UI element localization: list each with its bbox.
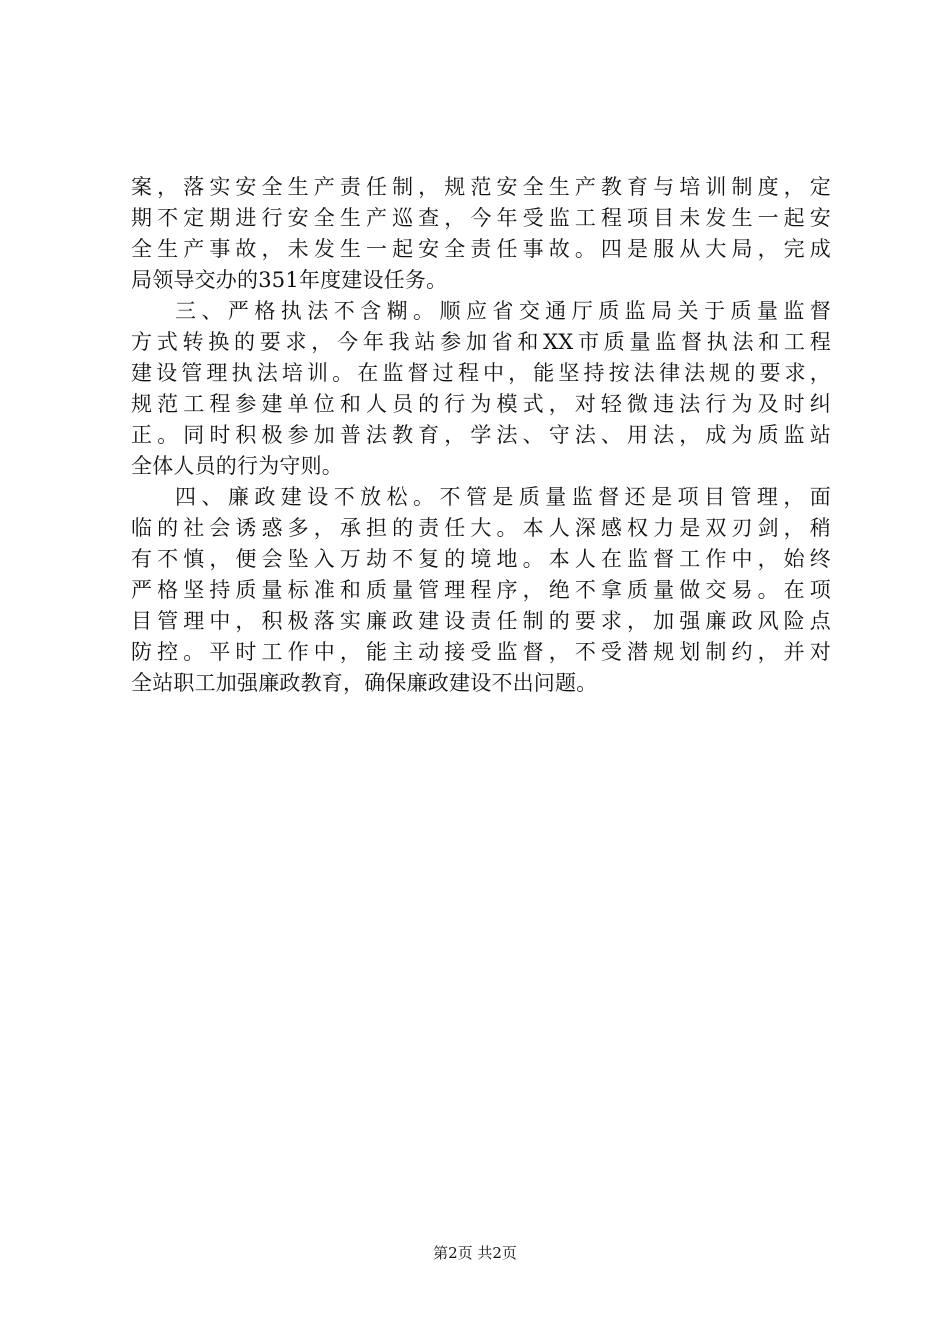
text-line: 目管理中，积极落实廉政建设责任制的要求，加强廉政风险点 [131, 609, 831, 633]
page-footer [0, 1243, 950, 1263]
text-line: 规范工程参建单位和人员的行为模式，对轻微违法行为及时纠 [131, 392, 831, 416]
document-body [131, 172, 831, 699]
text-line: 全站职工加强廉政教育，确保廉政建设不出问题。 [131, 671, 598, 695]
text-line: 建设管理执法培训。在监督过程中，能坚持按法律法规的要求， [131, 361, 831, 385]
text-line: 全生产事故，未发生一起安全责任事故。四是服从大局，完成 [131, 237, 831, 261]
text-line: 期不定期进行安全生产巡查，今年受监工程项目未发生一起安 [131, 206, 831, 230]
text-line: 局领导交办的351年度建设任务。 [131, 268, 448, 292]
text-line: 正。同时积极参加普法教育，学法、守法、用法，成为质监站 [131, 423, 831, 447]
text-line: 防控。平时工作中，能主动接受监督，不受潜规划制约，并对 [131, 640, 831, 664]
page-number: 第2页 共2页 [433, 1244, 517, 1262]
paragraph-heading-line: 四、廉政建设不放松。不管是质量监督还是项目管理，面 [175, 485, 831, 509]
text-line: 全体人员的行为守则。 [131, 454, 343, 478]
text-line: 临的社会诱惑多，承担的责任大。本人深感权力是双刃剑，稍 [131, 516, 831, 540]
text-line: 方式转换的要求，今年我站参加省和XX市质量监督执法和工程 [131, 330, 831, 354]
text-line: 有不慎，便会坠入万劫不复的境地。本人在监督工作中，始终 [131, 547, 831, 571]
text-line: 严格坚持质量标准和质量管理程序，绝不拿质量做交易。在项 [131, 578, 831, 602]
paragraph-heading-line: 三、严格执法不含糊。顺应省交通厅质监局关于质量监督 [175, 299, 831, 323]
text-line: 案，落实安全生产责任制，规范安全生产教育与培训制度，定 [131, 175, 831, 199]
